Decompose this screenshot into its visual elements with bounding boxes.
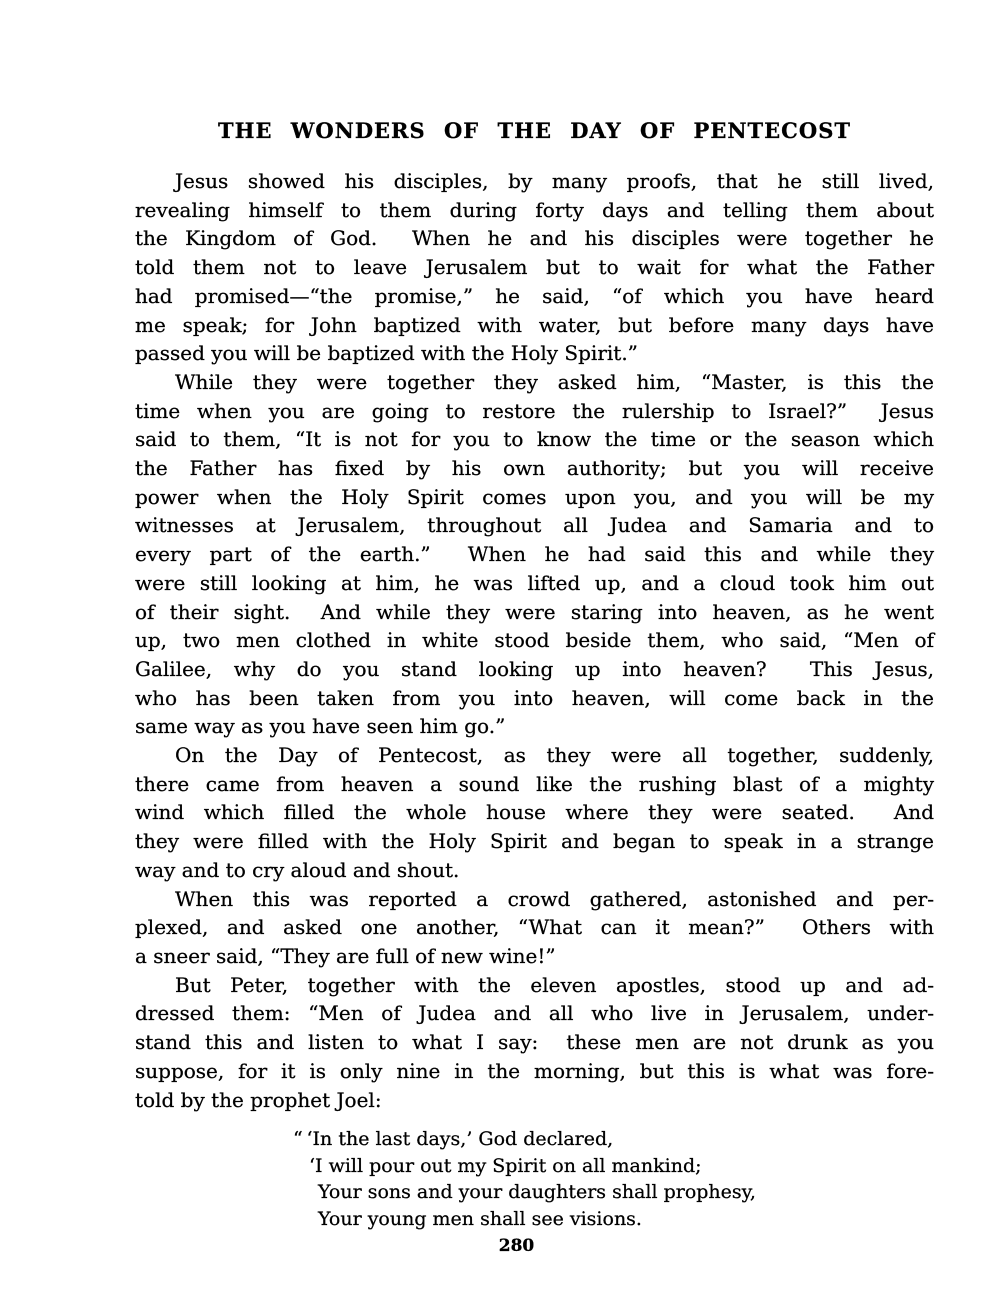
text-line: had promised—“the promise,” he said, “of which you have heard (135, 283, 934, 308)
text-line: dressed them: “Men of Judea and all who live in Jerusalem, under- (135, 1001, 934, 1026)
paragraph (135, 741, 934, 885)
verse-line: “ ‘In the last days,’ God declared, (293, 1128, 614, 1151)
text-line: witnesses at Jerusalem, throughout all Judea and Samaria and to (135, 513, 934, 538)
text-line: plexed, and asked one another, “What can it mean?” Others with (135, 915, 934, 940)
paragraph (135, 368, 934, 741)
text-line: Galilee, why do you stand looking up into heaven? This Jesus, (135, 656, 934, 681)
text-line: me speak; for John baptized with water, but before many days have (135, 312, 934, 337)
verse-line: Your sons and your daughters shall prophesy, (318, 1181, 756, 1204)
text-line: they were filled with the Holy Spirit and began to speak in a strange (135, 829, 934, 854)
text-line: of their sight. And while they were staring into heaven, as he went (135, 599, 934, 624)
text-line: told by the prophet Joel: (135, 1087, 382, 1112)
text-line: While they were together they asked him, “Master, is this the (175, 369, 934, 394)
text-line: When this was reported a crowd gathered, astonished and per- (175, 886, 934, 911)
text-line: the Father has fixed by his own authority; but you will receive (135, 456, 934, 481)
text-line: wind which filled the whole house where they were seated. And (135, 800, 934, 825)
text-line: same way as you have seen him go.” (135, 714, 506, 739)
page-title: THE WONDERS OF THE DAY OF PENTECOST (217, 118, 851, 143)
text-line: who has been taken from you into heaven, will come back in the (135, 685, 934, 710)
text-line: time when you are going to restore the rulership to Israel?” Jesus (135, 398, 934, 423)
paragraph (135, 885, 934, 971)
text-line: a sneer said, “They are full of new wine!” (135, 943, 556, 968)
text-line: suppose, for it is only nine in the morning, but this is what was fore- (135, 1058, 934, 1083)
paragraph (135, 167, 934, 368)
text-line: the Kingdom of God. When he and his disciples were together he (135, 226, 934, 251)
text-line: up, two men clothed in white stood beside them, who said, “Men of (135, 628, 934, 653)
text-line: power when the Holy Spirit comes upon you, and you will be my (135, 484, 934, 509)
text-line: were still looking at him, he was lifted up, and a cloud took him out (135, 570, 934, 595)
text-line: way and to cry aloud and shout. (135, 857, 460, 882)
text-line: there came from heaven a sound like the rushing blast of a mighty (135, 771, 934, 796)
text-line: told them not to leave Jerusalem but to wait for what the Father (135, 255, 934, 280)
text-line: every part of the earth.” When he had said this and while they (135, 542, 934, 567)
text-line: revealing himself to them during forty days and telling them about (135, 197, 934, 222)
paragraph (135, 971, 934, 1115)
text-line: stand this and listen to what I say: these men are not drunk as you (135, 1030, 934, 1055)
text-line: But Peter, together with the eleven apostles, stood up and ad- (175, 972, 934, 997)
page-number: 280 (498, 1236, 535, 1257)
text-line: said to them, “It is not for you to know the time or the season which (135, 427, 934, 452)
text-line: Jesus showed his disciples, by many proofs, that he still lived, (175, 169, 934, 193)
verse-block (293, 1126, 934, 1232)
verse-line: Your young men shall see visions. (318, 1207, 642, 1230)
text-line: passed you will be baptized with the Holy Spirit.” (135, 341, 638, 366)
verse-line: ‘I will pour out my Spirit on all mankind; (309, 1154, 702, 1177)
body-text (135, 167, 934, 1114)
text-line: On the Day of Pentecost, as they were all together, suddenly, (175, 743, 934, 768)
